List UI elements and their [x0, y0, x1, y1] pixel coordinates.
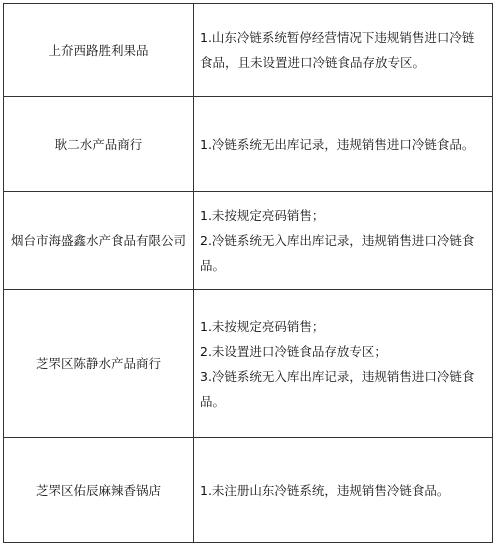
business-name-cell: 烟台市海盛鑫水产食品有限公司 — [4, 192, 194, 290]
issue-item: 1.未按规定亮码销售； — [200, 318, 325, 334]
table-row — [4, 192, 493, 290]
issue-item: 2.冷链系统无入库出库记录，违规销售进口冷链食品。 — [200, 233, 475, 273]
issue-item: 1.山东冷链系统暂停经营情况下违规销售进口冷链食品，且未设置进口冷链食品存放专区。 — [200, 30, 475, 70]
table-row — [4, 290, 493, 438]
violations-table — [3, 3, 493, 543]
issues-cell — [194, 192, 493, 290]
business-name-cell: 上夼西路胜利果品 — [4, 4, 194, 97]
table-row — [4, 438, 493, 543]
business-name-cell: 芝罘区陈静水产品商行 — [4, 290, 194, 438]
business-name-cell: 耿二水产品商行 — [4, 97, 194, 192]
issue-item: 1.未注册山东冷链系统，违规销售冷链食品。 — [200, 482, 450, 498]
issue-item: 1.未按规定亮码销售； — [200, 208, 325, 223]
issue-item: 2.未设置进口冷链食品存放专区； — [200, 343, 387, 359]
table-row — [4, 4, 493, 97]
issues-cell — [194, 290, 493, 438]
issues-cell — [194, 4, 493, 97]
issues-cell — [194, 438, 493, 543]
issue-item: 1.冷链系统无出库记录，违规销售进口冷链食品。 — [200, 136, 475, 152]
table-row — [4, 97, 493, 192]
business-name-cell: 芝罘区佑辰麻辣香锅店 — [4, 438, 194, 543]
issues-cell — [194, 97, 493, 192]
issue-item: 3.冷链系统无入库出库记录，违规销售进口冷链食品。 — [200, 368, 475, 409]
